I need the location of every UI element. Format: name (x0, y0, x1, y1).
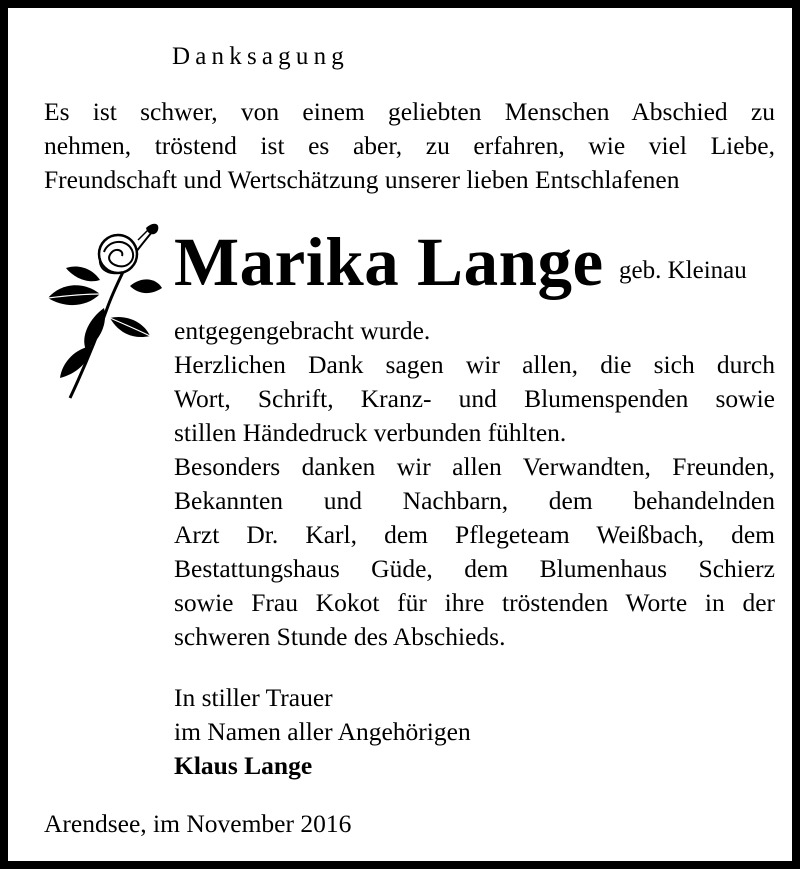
intro-line: Es ist schwer, von einem geliebten Menschen Abschied zu (44, 97, 775, 126)
body-line: Wort, Schrift, Kranz- und Blumenspenden sowie (174, 384, 775, 413)
deceased-name: Marika Lange (174, 224, 604, 300)
intro-line: Freundschaft und Wertschätzung unserer lieben Entschlafenen (44, 165, 680, 194)
signature-name: Klaus Lange (174, 751, 313, 780)
body-line: Besonders danken wir allen Verwandten, Freunden, (174, 452, 775, 481)
body-line: schweren Stunde des Abschieds. (174, 622, 506, 651)
maiden-name: geb. Kleinau (619, 257, 747, 284)
body-line: Bestattungshaus Güde, dem Blumenhaus Schierz (174, 554, 775, 583)
body-line: sowie Frau Kokot für ihre tröstenden Worte in der (174, 588, 775, 617)
place-date: Arendsee, im November 2016 (44, 809, 352, 838)
rose-icon (34, 214, 166, 404)
signature-line: im Namen aller Angehörigen (174, 717, 471, 746)
body-line: Herzlichen Dank sagen wir allen, die sich durch (174, 350, 775, 379)
body-line: entgegengebracht wurde. (174, 316, 431, 345)
body-line: stillen Händedruck verbunden fühlten. (174, 418, 567, 447)
intro-line: nehmen, tröstend ist es aber, zu erfahren, wie viel Liebe, (44, 131, 775, 160)
body-line: Arzt Dr. Karl, dem Pflegeteam Weißbach, dem (174, 520, 775, 549)
signature-line: In stiller Trauer (174, 683, 333, 712)
body-line: Bekannten und Nachbarn, dem behandelnden (174, 486, 775, 515)
heading: Danksagung (172, 43, 349, 70)
